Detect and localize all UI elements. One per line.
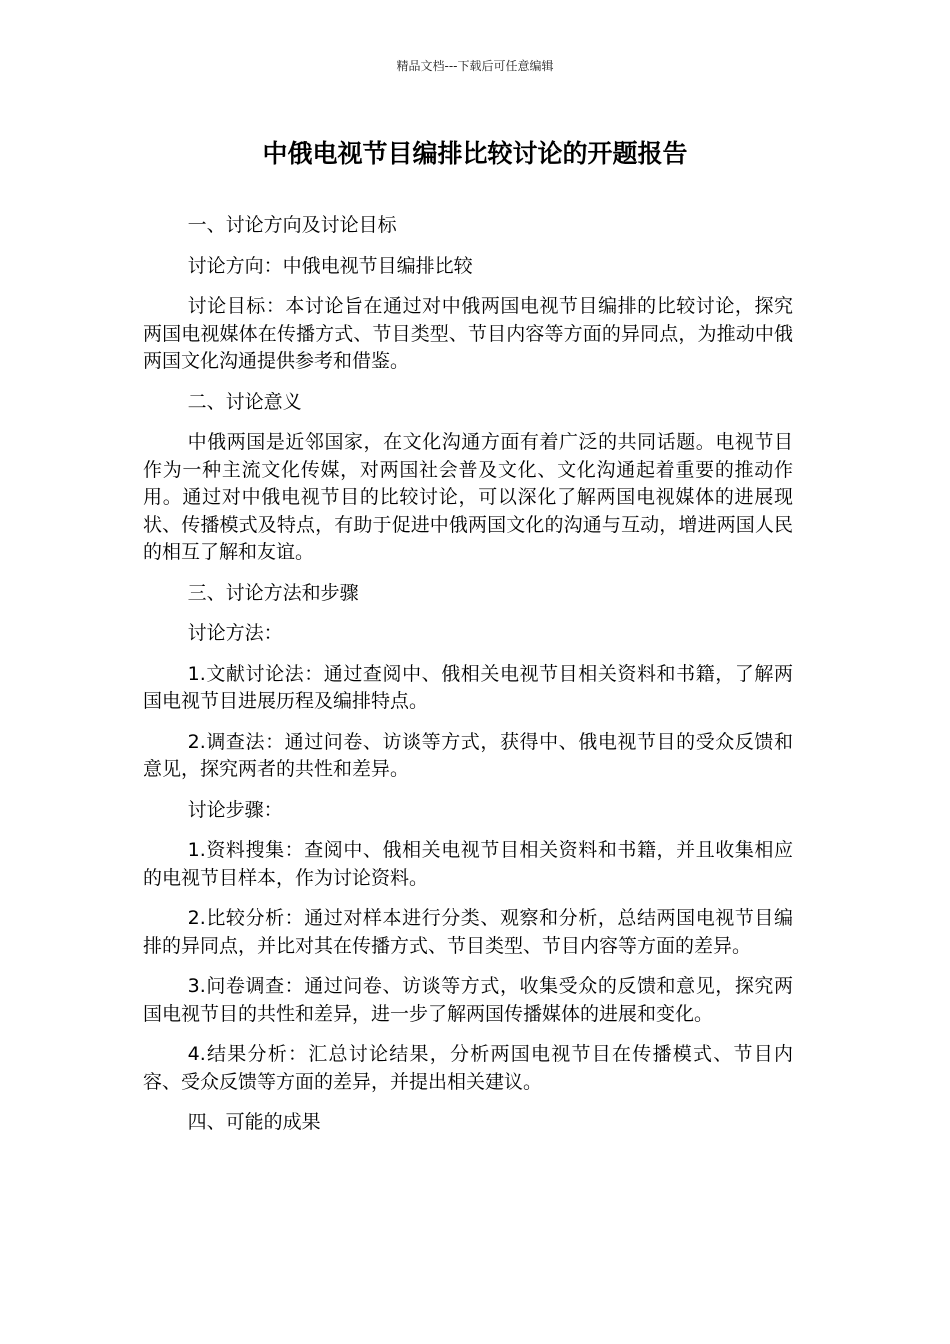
methods-label: 讨论方法： — [187, 622, 283, 644]
step-item-collection: 1.资料搜集：查阅中、俄相关电视节目相关资料和书籍，并且收集相应的电视节目样本，作为讨论资料。 — [143, 839, 793, 889]
section-heading-2: 二、讨论意义 — [187, 390, 302, 413]
section-heading-4: 四、可能的成果 — [187, 1111, 321, 1133]
research-direction: 讨论方向：中俄电视节目编排比较 — [187, 254, 473, 277]
significance-paragraph: 中俄两国是近邻国家，在文化沟通方面有着广泛的共同话题。电视节目作为一种主流文化传媒，对两国社会普及文化、文化沟通起着重要的推动作用。通过对中俄电视节目的比较讨论，可以深化了解两国电视媒体的进展现状、传播模式及特点，有助于促进中俄两国文化的沟通与互动，增进两国人民的相互了解和友谊。 — [143, 431, 793, 563]
method-item-literature: 1.文献讨论法：通过查阅中、俄相关电视节目相关资料和书籍，了解两国电视节目进展历程及编排特点。 — [143, 662, 793, 712]
step-item-comparison: 2.比较分析：通过对样本进行分类、观察和分析，总结两国电视节目编排的异同点，并比对其在传播方式、节目类型、节目内容等方面的差异。 — [143, 907, 793, 957]
step-item-analysis: 4.结果分析：汇总讨论结果，分析两国电视节目在传播模式、节目内容、受众反馈等方面的差异，并提出相关建议。 — [143, 1043, 793, 1093]
steps-label: 讨论步骤： — [187, 798, 283, 821]
page-header: 精品文档---下载后可任意编辑 — [396, 59, 554, 73]
section-heading-3: 三、讨论方法和步骤 — [187, 581, 359, 604]
section-heading-1: 一、讨论方向及讨论目标 — [187, 214, 397, 236]
document-body — [143, 212, 793, 1150]
method-item-survey: 2.调查法：通过问卷、访谈等方式，获得中、俄电视节目的受众反馈和意见，探究两者的共性和差异。 — [143, 730, 793, 780]
step-item-questionnaire: 3.问卷调查：通过问卷、访谈等方式，收集受众的反馈和意见，探究两国电视节目的共性和差异，进一步了解两国传播媒体的进展和变化。 — [143, 975, 793, 1025]
research-goal: 讨论目标：本讨论旨在通过对中俄两国电视节目编排的比较讨论，探究两国电视媒体在传播方式、节目类型、节目内容等方面的异同点，为推动中俄两国文化沟通提供参考和借鉴。 — [143, 295, 793, 372]
document-title: 中俄电视节目编排比较讨论的开题报告 — [262, 139, 688, 168]
